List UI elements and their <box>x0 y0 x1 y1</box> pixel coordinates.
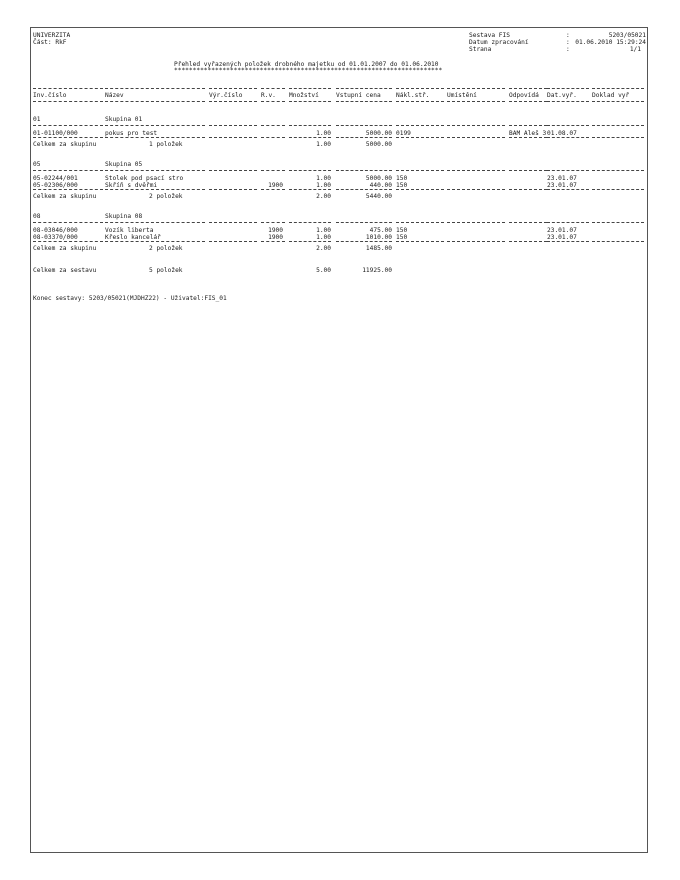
col-disposal-date: Dat.vyř. <box>547 92 577 99</box>
header-separator <box>447 101 505 102</box>
header-separator <box>33 101 103 102</box>
col-responsible: Odpovídá <box>509 92 539 99</box>
row-quantity: 1.00 <box>316 234 331 241</box>
group-separator <box>592 125 644 126</box>
row-cost-center: 150 <box>396 182 408 189</box>
group-separator <box>209 222 257 223</box>
header-separator <box>547 88 589 89</box>
row-year: 1900 <box>268 182 283 189</box>
page-number-value: 1/1 <box>629 46 641 53</box>
group-separator <box>509 241 547 242</box>
group-separator <box>289 137 331 138</box>
group-separator <box>447 222 505 223</box>
group-name: Skupina 08 <box>105 213 143 220</box>
row-responsible: BAM Aleš 3 <box>509 130 547 137</box>
group-total-count: 1 položek <box>149 141 183 148</box>
row-disposal-date: 23.01.07 <box>547 175 577 182</box>
header-separator <box>261 101 285 102</box>
row-cost-center: 150 <box>396 227 408 234</box>
group-separator <box>509 222 547 223</box>
row-name: Stolek pod psací stro <box>105 175 184 182</box>
row-price: 5000.00 <box>365 130 392 137</box>
col-year: R.v. <box>261 92 276 99</box>
group-separator <box>289 241 331 242</box>
group-separator <box>336 170 392 171</box>
group-total-label: Celkem za skupinu <box>33 193 97 200</box>
col-disposal-doc: Doklad vyř <box>592 92 630 99</box>
col-quantity: Množství <box>289 92 319 99</box>
group-separator <box>547 189 589 190</box>
report-id-sep: : <box>566 32 570 39</box>
group-separator <box>592 137 644 138</box>
header-separator <box>547 101 589 102</box>
group-separator <box>33 241 103 242</box>
group-separator <box>592 241 644 242</box>
group-code: 08 <box>33 213 41 220</box>
group-separator <box>592 222 644 223</box>
header-separator <box>336 88 392 89</box>
row-price: 475.00 <box>369 227 392 234</box>
header-separator <box>396 101 444 102</box>
report-sheet <box>30 27 648 853</box>
group-separator <box>261 241 285 242</box>
group-name: Skupina 01 <box>105 116 143 123</box>
group-separator <box>209 125 257 126</box>
group-separator <box>509 137 547 138</box>
row-disposal-date: 01.08.07 <box>547 130 577 137</box>
report-title-underline: ************************************************************************ <box>174 67 443 74</box>
row-cost-center: 0199 <box>396 130 411 137</box>
group-total-label: Celkem za skupinu <box>33 245 97 252</box>
row-inv-number: 01-01100/000 <box>33 130 78 137</box>
group-separator <box>33 222 103 223</box>
row-price: 440.00 <box>369 182 392 189</box>
group-separator <box>105 241 205 242</box>
row-disposal-date: 23.01.07 <box>547 234 577 241</box>
group-total-price: 1485.00 <box>365 245 392 252</box>
report-title: Přehled vyřazených položek drobného majetku od 01.01.2007 do 01.06.2010 <box>174 61 439 68</box>
group-separator <box>547 241 589 242</box>
col-name: Název <box>105 92 124 99</box>
row-name: pokus pro test <box>105 130 158 137</box>
grand-total-price: 11925.00 <box>362 267 392 274</box>
row-name: Skříň s dvěřmi <box>105 182 158 189</box>
row-price: 1010.00 <box>365 234 392 241</box>
group-name: Skupina 05 <box>105 161 143 168</box>
col-location: Umístění <box>447 92 477 99</box>
group-separator <box>33 137 103 138</box>
col-cost-center: Nákl.stř. <box>396 92 430 99</box>
row-cost-center: 150 <box>396 175 408 182</box>
row-name: Vozík liberta <box>105 227 154 234</box>
header-separator <box>105 88 205 89</box>
group-separator <box>447 125 505 126</box>
header-separator <box>33 88 103 89</box>
group-separator <box>105 137 205 138</box>
group-separator <box>447 170 505 171</box>
row-inv-number: 05-02244/001 <box>33 175 78 182</box>
report-id-label: Sestava FIS <box>469 32 510 39</box>
group-separator <box>261 125 285 126</box>
col-inv-number: Inv.číslo <box>33 92 67 99</box>
group-separator <box>261 189 285 190</box>
group-separator <box>547 170 589 171</box>
group-separator <box>509 125 547 126</box>
group-separator <box>447 137 505 138</box>
group-separator <box>33 125 103 126</box>
col-price: Vstupní cena <box>336 92 381 99</box>
group-separator <box>105 170 205 171</box>
group-separator <box>261 137 285 138</box>
group-separator <box>447 241 505 242</box>
org-name: UNIVERZITA <box>33 32 71 39</box>
group-separator <box>396 125 444 126</box>
grand-total-count: 5 položek <box>149 267 183 274</box>
col-serial: Výr.číslo <box>209 92 243 99</box>
header-separator <box>261 88 285 89</box>
group-total-count: 2 položek <box>149 245 183 252</box>
header-separator <box>396 88 444 89</box>
row-quantity: 1.00 <box>316 175 331 182</box>
page-number-sep: : <box>566 46 570 53</box>
header-separator <box>289 101 331 102</box>
group-separator <box>33 189 103 190</box>
report-id-value: 5203/05021 <box>608 32 646 39</box>
group-separator <box>336 241 392 242</box>
group-separator <box>396 170 444 171</box>
group-separator <box>447 189 505 190</box>
row-quantity: 1.00 <box>316 227 331 234</box>
group-separator <box>592 189 644 190</box>
row-year: 1900 <box>268 227 283 234</box>
group-separator <box>289 125 331 126</box>
row-quantity: 1.00 <box>316 182 331 189</box>
header-separator <box>592 101 644 102</box>
row-disposal-date: 23.01.07 <box>547 182 577 189</box>
header-separator <box>209 88 257 89</box>
group-separator <box>396 189 444 190</box>
group-total-quantity: 2.00 <box>316 193 331 200</box>
group-code: 01 <box>33 116 41 123</box>
grand-total-quantity: 5.00 <box>316 267 331 274</box>
row-cost-center: 150 <box>396 234 408 241</box>
group-separator <box>396 137 444 138</box>
group-separator <box>509 189 547 190</box>
group-separator <box>396 241 444 242</box>
header-separator <box>509 88 547 89</box>
processing-date-sep: : <box>566 39 570 46</box>
group-separator <box>261 222 285 223</box>
header-separator <box>209 101 257 102</box>
group-separator <box>261 170 285 171</box>
grand-total-label: Celkem za sestavu <box>33 267 97 274</box>
row-inv-number: 08-03370/000 <box>33 234 78 241</box>
group-separator <box>289 222 331 223</box>
row-inv-number: 08-03046/000 <box>33 227 78 234</box>
header-separator <box>592 88 644 89</box>
group-separator <box>547 137 589 138</box>
group-separator <box>336 137 392 138</box>
row-year: 1900 <box>268 234 283 241</box>
header-separator <box>509 101 547 102</box>
header-separator <box>447 88 505 89</box>
row-price: 5000.00 <box>365 175 392 182</box>
group-separator <box>509 170 547 171</box>
group-total-price: 5440.00 <box>365 193 392 200</box>
group-separator <box>209 189 257 190</box>
group-separator <box>547 222 589 223</box>
group-separator <box>289 170 331 171</box>
group-separator <box>336 125 392 126</box>
row-disposal-date: 23.01.07 <box>547 227 577 234</box>
header-separator <box>105 101 205 102</box>
group-total-label: Celkem za skupinu <box>33 141 97 148</box>
group-separator <box>336 189 392 190</box>
group-total-count: 2 položek <box>149 193 183 200</box>
processing-date-label: Datum zpracování <box>469 39 529 46</box>
group-separator <box>289 189 331 190</box>
group-total-price: 5000.00 <box>365 141 392 148</box>
row-quantity: 1.00 <box>316 130 331 137</box>
group-separator <box>209 170 257 171</box>
group-separator <box>336 222 392 223</box>
group-separator <box>105 125 205 126</box>
group-total-quantity: 2.00 <box>316 245 331 252</box>
group-code: 05 <box>33 161 41 168</box>
report-end-note: Konec sestavy: 5203/05021(MJDHZ22) - Uživatel:FIS_01 <box>33 295 227 302</box>
group-separator <box>396 222 444 223</box>
group-separator <box>592 170 644 171</box>
header-separator <box>289 88 331 89</box>
group-total-quantity: 1.00 <box>316 141 331 148</box>
group-separator <box>105 189 205 190</box>
group-separator <box>209 241 257 242</box>
group-separator <box>547 125 589 126</box>
row-inv-number: 05-02306/000 <box>33 182 78 189</box>
group-separator <box>33 170 103 171</box>
group-separator <box>209 137 257 138</box>
org-part: Část: RkF <box>33 39 67 46</box>
group-separator <box>105 222 205 223</box>
page-number-label: Strana <box>469 46 492 53</box>
header-separator <box>336 101 392 102</box>
processing-date-value: 01.06.2010 15:29:24 <box>575 39 646 46</box>
row-name: Křeslo kancelář <box>105 234 161 241</box>
